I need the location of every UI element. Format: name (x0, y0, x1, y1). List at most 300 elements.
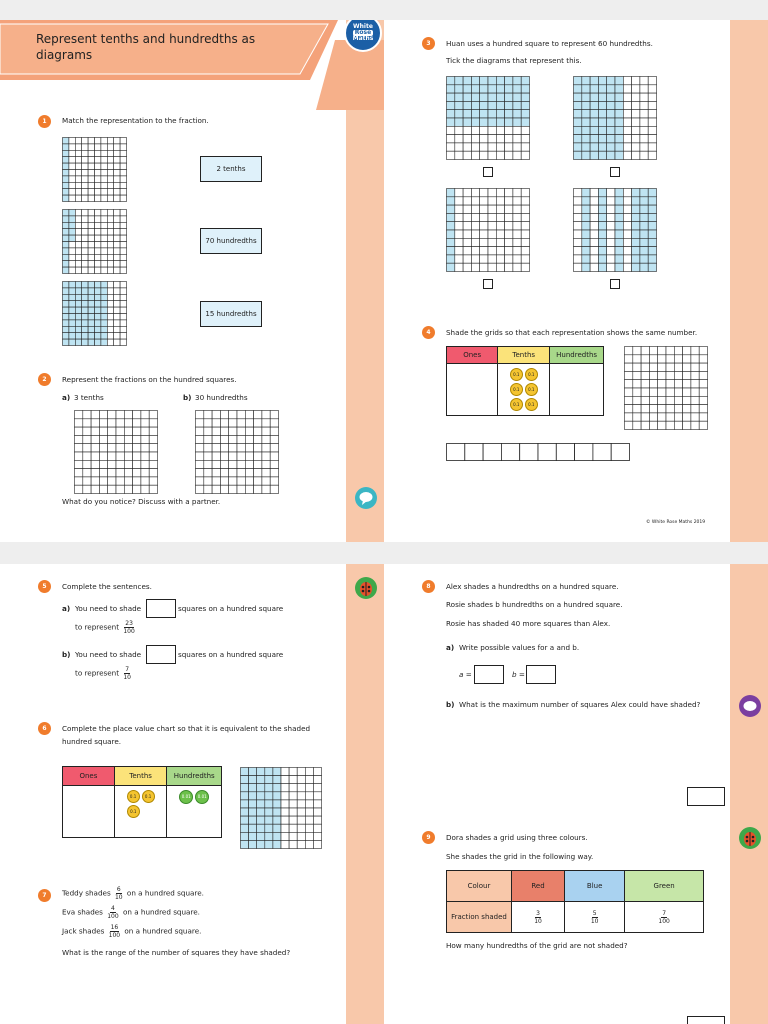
q8-number: 8 (422, 580, 435, 593)
grid-cell (249, 800, 257, 808)
q9-answer-box[interactable] (687, 1016, 725, 1024)
grid-cell (120, 157, 126, 163)
grid-cell (623, 93, 631, 101)
grid-cell (623, 263, 631, 271)
grid-cell (88, 248, 94, 254)
grid-cell (204, 460, 212, 468)
grid-cell (666, 413, 674, 421)
tenths-bar-cell[interactable] (593, 444, 611, 461)
grid-cell (75, 477, 83, 485)
grid-cell (237, 419, 245, 427)
grid-cell (582, 85, 590, 93)
q2-grid-b[interactable] (195, 410, 279, 494)
q7-eva (62, 905, 200, 920)
grid-cell (648, 93, 656, 101)
grid-cell (641, 347, 649, 355)
grid-cell (99, 452, 107, 460)
grid-cell (521, 135, 529, 143)
grid-cell (254, 427, 262, 435)
grid-cell (496, 238, 504, 246)
grid-cell (625, 421, 633, 429)
tenths-bar-cell[interactable] (483, 444, 501, 461)
grid-cell (496, 85, 504, 93)
grid-cell (471, 118, 479, 126)
grid-cell (95, 170, 101, 176)
q7-jack-den: 100 (108, 932, 121, 939)
tenths-bar-cell[interactable] (611, 444, 629, 461)
q2-b-label: b) (183, 393, 192, 402)
grid-cell (463, 238, 471, 246)
grid-cell (69, 222, 75, 228)
grid-cell (582, 101, 590, 109)
grid-cell (120, 176, 126, 182)
grid-cell (88, 235, 94, 241)
grid-cell (95, 333, 101, 339)
grid-cell (574, 93, 582, 101)
grid-cell (455, 255, 463, 263)
grid-cell (648, 143, 656, 151)
grid-cell (574, 77, 582, 85)
grid-cell (99, 477, 107, 485)
grid-cell (648, 238, 656, 246)
grid-cell (262, 452, 270, 460)
grid-cell (249, 776, 257, 784)
q8-b-answer-box-max[interactable] (687, 787, 725, 806)
grid-cell (505, 189, 513, 197)
grid-cell (82, 261, 88, 267)
q3-grid-4 (573, 188, 657, 272)
grid-cell (521, 118, 529, 126)
grid-cell (63, 235, 69, 241)
grid-cell (141, 469, 149, 477)
grid-cell (114, 314, 120, 320)
grid-cell (289, 776, 297, 784)
side-strip (346, 564, 384, 1024)
grid-cell (513, 230, 521, 238)
grid-cell (220, 419, 228, 427)
q6-place-value-chart[interactable] (62, 766, 222, 838)
q5-b-fraction (123, 666, 131, 681)
grid-cell (95, 229, 101, 235)
grid-cell (488, 143, 496, 151)
grid-cell (683, 396, 691, 404)
grid-cell (447, 151, 455, 159)
grid-cell (149, 411, 157, 419)
grid-cell (505, 197, 513, 205)
grid-cell (455, 222, 463, 230)
grid-cell (75, 294, 81, 300)
grid-cell (91, 427, 99, 435)
grid-cell (101, 163, 107, 169)
q1-label-70-hundredths[interactable]: 70 hundredths (200, 228, 262, 254)
grid-cell (120, 326, 126, 332)
grid-cell (107, 320, 113, 326)
grid-cell (623, 110, 631, 118)
q9-question: How many hundredths of the grid are not shaded? (446, 941, 628, 950)
grid-cell (88, 307, 94, 313)
grid-cell (212, 460, 220, 468)
grid-cell (505, 255, 513, 263)
grid-cell (598, 118, 606, 126)
grid-cell (257, 800, 265, 808)
grid-cell (107, 216, 113, 222)
grid-cell (607, 101, 615, 109)
q7-eva-pre: Eva shades (62, 907, 103, 917)
grid-cell (133, 452, 141, 460)
grid-cell (488, 255, 496, 263)
grid-cell (95, 294, 101, 300)
grid-cell (141, 435, 149, 443)
grid-cell (625, 380, 633, 388)
grid-cell (114, 261, 120, 267)
grid-cell (447, 93, 455, 101)
q4-tenths-bar[interactable] (446, 443, 630, 461)
grid-cell (598, 77, 606, 85)
grid-cell (598, 189, 606, 197)
grid-cell (691, 363, 699, 371)
grid-cell (107, 254, 113, 260)
grid-cell (63, 189, 69, 195)
grid-cell (120, 320, 126, 326)
grid-cell (648, 255, 656, 263)
grid-cell (95, 144, 101, 150)
q1-label-2-tenths[interactable]: 2 tenths (200, 156, 262, 182)
grid-cell (75, 307, 81, 313)
grid-cell (625, 405, 633, 413)
grid-cell (220, 435, 228, 443)
q9-colour-header: Colour (447, 871, 512, 902)
grid-cell (488, 101, 496, 109)
q5-a-answer-box[interactable] (146, 599, 176, 618)
q5-prompt: Complete the sentences. (62, 582, 152, 591)
grid-cell (107, 248, 113, 254)
grid-cell (648, 205, 656, 213)
grid-cell (607, 189, 615, 197)
grid-cell (598, 255, 606, 263)
q8-line3: Rosie has shaded 40 more squares than Alex. (446, 619, 611, 628)
grid-cell (598, 205, 606, 213)
grid-cell (455, 135, 463, 143)
grid-cell (447, 263, 455, 271)
grid-cell (632, 93, 640, 101)
grid-cell (582, 238, 590, 246)
grid-cell (141, 411, 149, 419)
grid-cell (447, 238, 455, 246)
grid-cell (447, 189, 455, 197)
grid-cell (114, 150, 120, 156)
grid-cell (582, 110, 590, 118)
grid-cell (83, 435, 91, 443)
q7-eva-post: on a hundred square. (122, 907, 200, 917)
grid-cell (615, 77, 623, 85)
q6-hundredths-header: Hundredths (167, 767, 222, 786)
grid-cell (455, 151, 463, 159)
q3-tick-box-3[interactable] (483, 279, 493, 289)
grid-cell (82, 307, 88, 313)
grid-cell (447, 247, 455, 255)
q3-line1: Huan uses a hundred square to represent 60 hundredths. (446, 39, 653, 48)
grid-cell (141, 427, 149, 435)
grid-cell (648, 197, 656, 205)
grid-cell (691, 355, 699, 363)
grid-cell (582, 197, 590, 205)
grid-cell (640, 110, 648, 118)
grid-cell (607, 118, 615, 126)
grid-cell (615, 135, 623, 143)
grid-cell (229, 460, 237, 468)
grid-cell (513, 222, 521, 230)
grid-cell (640, 230, 648, 238)
q5-b-answer-box[interactable] (146, 645, 176, 664)
tenths-bar-cell[interactable] (556, 444, 574, 461)
grid-cell (265, 832, 273, 840)
grid-cell (505, 93, 513, 101)
grid-cell (615, 189, 623, 197)
grid-cell (590, 230, 598, 238)
grid-cell (649, 347, 657, 355)
grid-cell (633, 347, 641, 355)
grid-cell (107, 189, 113, 195)
grid-cell (196, 477, 204, 485)
grid-cell (615, 110, 623, 118)
grid-cell (640, 93, 648, 101)
grid-cell (640, 85, 648, 93)
grid-cell (640, 255, 648, 263)
grid-cell (229, 485, 237, 493)
grid-cell (114, 320, 120, 326)
q9-green-header: Green (625, 871, 704, 902)
q4-coin: 0.1 (525, 368, 538, 381)
tenths-bar-cell[interactable] (520, 444, 538, 461)
grid-cell (641, 421, 649, 429)
grid-cell (521, 247, 529, 255)
grid-cell (95, 138, 101, 144)
grid-cell (120, 138, 126, 144)
grid-cell (116, 427, 124, 435)
q3-tick-box-2[interactable] (610, 167, 620, 177)
grid-cell (149, 444, 157, 452)
grid-cell (590, 255, 598, 263)
grid-cell (120, 261, 126, 267)
grid-cell (463, 230, 471, 238)
grid-cell (63, 261, 69, 267)
tenths-bar-cell[interactable] (575, 444, 593, 461)
q1-label-15-hundredths[interactable]: 15 hundredths (200, 301, 262, 327)
grid-cell (88, 222, 94, 228)
grid-cell (574, 101, 582, 109)
grid-cell (95, 307, 101, 313)
grid-cell (649, 405, 657, 413)
grid-cell (598, 238, 606, 246)
grid-cell (699, 380, 707, 388)
grid-cell (471, 135, 479, 143)
grid-cell (289, 816, 297, 824)
grid-cell (658, 396, 666, 404)
grid-cell (625, 413, 633, 421)
q3-tick-box-4[interactable] (610, 279, 620, 289)
grid-cell (124, 444, 132, 452)
grid-cell (95, 189, 101, 195)
grid-cell (666, 355, 674, 363)
grid-cell (623, 85, 631, 93)
tenths-bar-cell[interactable] (501, 444, 519, 461)
grid-cell (455, 143, 463, 151)
grid-cell (471, 230, 479, 238)
ladybird-icon (354, 576, 378, 600)
grid-cell (75, 320, 81, 326)
grid-cell (88, 242, 94, 248)
grid-cell (648, 118, 656, 126)
grid-cell (496, 255, 504, 263)
grid-cell (513, 77, 521, 85)
grid-cell (666, 371, 674, 379)
tenths-bar-cell[interactable] (465, 444, 483, 461)
grid-cell (82, 157, 88, 163)
tenths-bar-cell[interactable] (447, 444, 465, 461)
grid-cell (69, 150, 75, 156)
grid-cell (245, 469, 253, 477)
grid-cell (82, 254, 88, 260)
grid-cell (88, 282, 94, 288)
side-strip (730, 20, 768, 542)
grid-cell (69, 267, 75, 273)
grid-cell (297, 784, 305, 792)
grid-cell (598, 85, 606, 93)
q6-number: 6 (38, 722, 51, 735)
grid-cell (107, 195, 113, 201)
grid-cell (607, 205, 615, 213)
grid-cell (471, 189, 479, 197)
grid-cell (674, 396, 682, 404)
tenths-bar-cell[interactable] (538, 444, 556, 461)
grid-cell (120, 195, 126, 201)
copyright: © White Rose Maths 2019 (646, 520, 706, 525)
grid-cell (114, 216, 120, 222)
q8-line2: Rosie shades b hundredths on a hundred square. (446, 600, 623, 609)
grid-cell (75, 242, 81, 248)
grid-cell (648, 230, 656, 238)
grid-cell (245, 419, 253, 427)
grid-cell (313, 800, 321, 808)
grid-cell (649, 421, 657, 429)
grid-cell (607, 151, 615, 159)
q8-b-answer-box[interactable] (526, 665, 556, 684)
grid-cell (674, 355, 682, 363)
grid-cell (237, 469, 245, 477)
grid-cell (120, 150, 126, 156)
grid-cell (262, 427, 270, 435)
grid-cell (114, 170, 120, 176)
grid-cell (683, 363, 691, 371)
speech-bubble-icon (354, 486, 378, 510)
grid-cell (313, 792, 321, 800)
grid-cell (480, 110, 488, 118)
q3-tick-box-1[interactable] (483, 167, 493, 177)
grid-cell (463, 110, 471, 118)
grid-cell (249, 824, 257, 832)
grid-cell (63, 307, 69, 313)
grid-cell (455, 85, 463, 93)
grid-cell (505, 238, 513, 246)
grid-cell (254, 477, 262, 485)
grid-cell (574, 255, 582, 263)
grid-cell (607, 143, 615, 151)
grid-cell (141, 460, 149, 468)
grid-cell (107, 182, 113, 188)
grid-cell (108, 477, 116, 485)
grid-cell (249, 832, 257, 840)
grid-cell (574, 263, 582, 271)
grid-cell (229, 452, 237, 460)
grid-cell (488, 118, 496, 126)
grid-cell (513, 135, 521, 143)
q4-prompt: Shade the grids so that each representation shows the same number. (446, 328, 698, 337)
grid-cell (63, 248, 69, 254)
grid-cell (133, 469, 141, 477)
grid-cell (237, 485, 245, 493)
grid-cell (447, 213, 455, 221)
grid-cell (513, 238, 521, 246)
q2-prompt: Represent the fractions on the hundred squares. (62, 375, 237, 384)
grid-cell (120, 254, 126, 260)
q4-hundred-square[interactable] (624, 346, 708, 430)
grid-cell (270, 485, 278, 493)
grid-cell (455, 118, 463, 126)
page-title-line1: Represent tenths and hundredths as (36, 32, 256, 46)
grid-cell (313, 816, 321, 824)
grid-cell (82, 182, 88, 188)
grid-cell (699, 421, 707, 429)
grid-cell (120, 288, 126, 294)
grid-cell (99, 411, 107, 419)
grid-cell (480, 247, 488, 255)
q9-blue-header: Blue (565, 871, 625, 902)
grid-cell (212, 411, 220, 419)
grid-cell (574, 151, 582, 159)
grid-cell (305, 816, 313, 824)
grid-cell (590, 205, 598, 213)
grid-cell (505, 151, 513, 159)
grid-cell (496, 93, 504, 101)
grid-cell (88, 189, 94, 195)
grid-cell (289, 784, 297, 792)
grid-cell (691, 388, 699, 396)
q8-a-answer-box[interactable] (474, 665, 504, 684)
grid-cell (455, 205, 463, 213)
grid-cell (505, 110, 513, 118)
q2-grid-a[interactable] (74, 410, 158, 494)
grid-cell (249, 784, 257, 792)
grid-cell (496, 197, 504, 205)
grid-cell (574, 110, 582, 118)
grid-cell (658, 388, 666, 396)
grid-cell (590, 118, 598, 126)
grid-cell (83, 419, 91, 427)
grid-cell (124, 427, 132, 435)
grid-cell (521, 205, 529, 213)
grid-cell (649, 371, 657, 379)
grid-cell (63, 282, 69, 288)
grid-cell (640, 247, 648, 255)
grid-cell (237, 435, 245, 443)
grid-cell (82, 320, 88, 326)
grid-cell (305, 784, 313, 792)
grid-cell (632, 213, 640, 221)
grid-cell (590, 77, 598, 85)
grid-cell (120, 282, 126, 288)
grid-cell (120, 301, 126, 307)
grid-cell (75, 216, 81, 222)
